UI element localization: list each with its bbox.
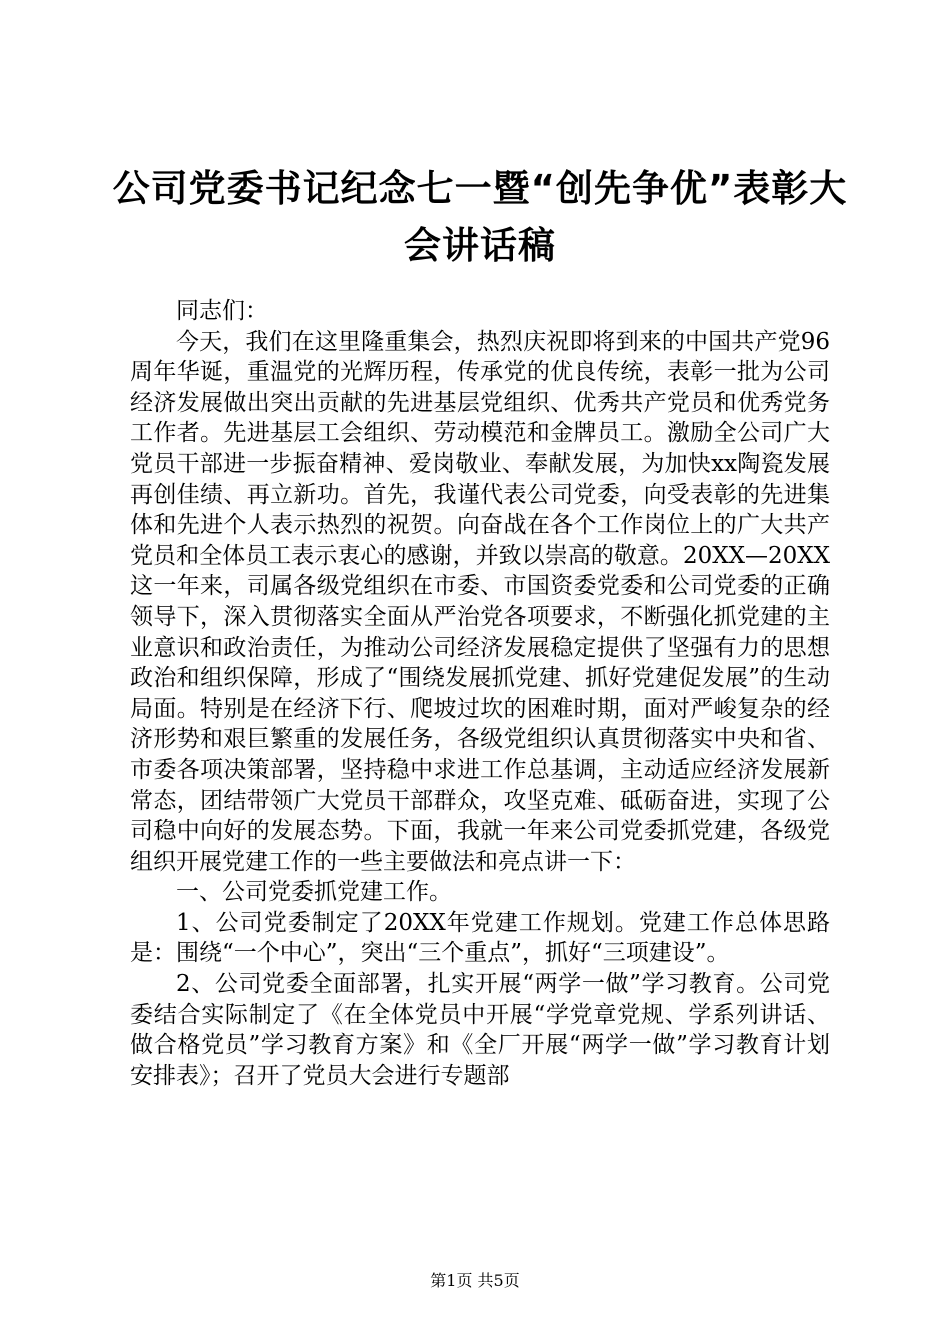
paragraph-intro: 今天，我们在这里隆重集会，热烈庆祝即将到来的中国共产党96周年华诞，重温党的光辉历程，传承党的优良传统，表彰一批为公司经济发展做出突出贡献的先进基层党组织、优秀共产党员和优秀党务工作者。先进基层工会组织、劳动模范和金牌员工。激励全公司广大党员干部进一步振奋精神、爱岗敬业、奉献发展，为加快xx陶瓷发展再创佳绩、再立新功。首先，我谨代表公司党委，向受表彰的先进集体和先进个人表示热烈的祝贺。向奋战在各个工作岗位上的广大共产党员和全体员工表示衷心的感谢，并致以崇高的敬意。20XX—20XX这一年来，司属各级党组织在市委、市国资委党委和公司党委的正确领导下，深入贯彻落实全面从严治党各项要求，不断强化抓党建的主业意识和政治责任，为推动公司经济发展稳定提供了坚强有力的思想政治和组织保障，形成了“围绕发展抓党建、抓好党建促发展”的生动局面。特别是在经济下行、爬坡过坎的困难时期，面对严峻复杂的经济形势和艰巨繁重的发展任务，各级党组织认真贯彻落实中央和省、市委各项决策部署，坚持稳中求进工作总基调，主动适应经济发展新常态，团结带领广大党员干部群众，攻坚克难、砥砺奋进，实现了公司稳中向好的发展态势。下面，我就一年来公司党委抓党建，各级党组织开展党建工作的一些主要做法和亮点讲一下： — [130, 328, 830, 875]
document-body — [130, 296, 830, 1091]
page-number: 第1页 共5页 — [430, 1271, 520, 1290]
paragraph-item-2: 2、公司党委全面部署，扎实开展“两学一做”学习教育。公司党委结合实际制定了《在全体党员中开展“学党章党规、学系列讲话、做合格党员”学习教育方案》和《全厂开展“两学一做”学习教育计划安排表》；召开了党员大会进行专题部 — [130, 971, 830, 1089]
paragraph-item-1: 1、公司党委制定了20XX年党建工作规划。党建工作总体思路是：围绕“一个中心”，突出“三个重点”，抓好“三项建设”。 — [130, 909, 830, 967]
salutation: 同志们： — [176, 298, 268, 324]
section-heading-1: 一、公司党委抓党建工作。 — [176, 879, 452, 906]
document-title: 公司党委书记纪念七一暨“创先争优”表彰大会讲话稿 — [112, 167, 848, 267]
